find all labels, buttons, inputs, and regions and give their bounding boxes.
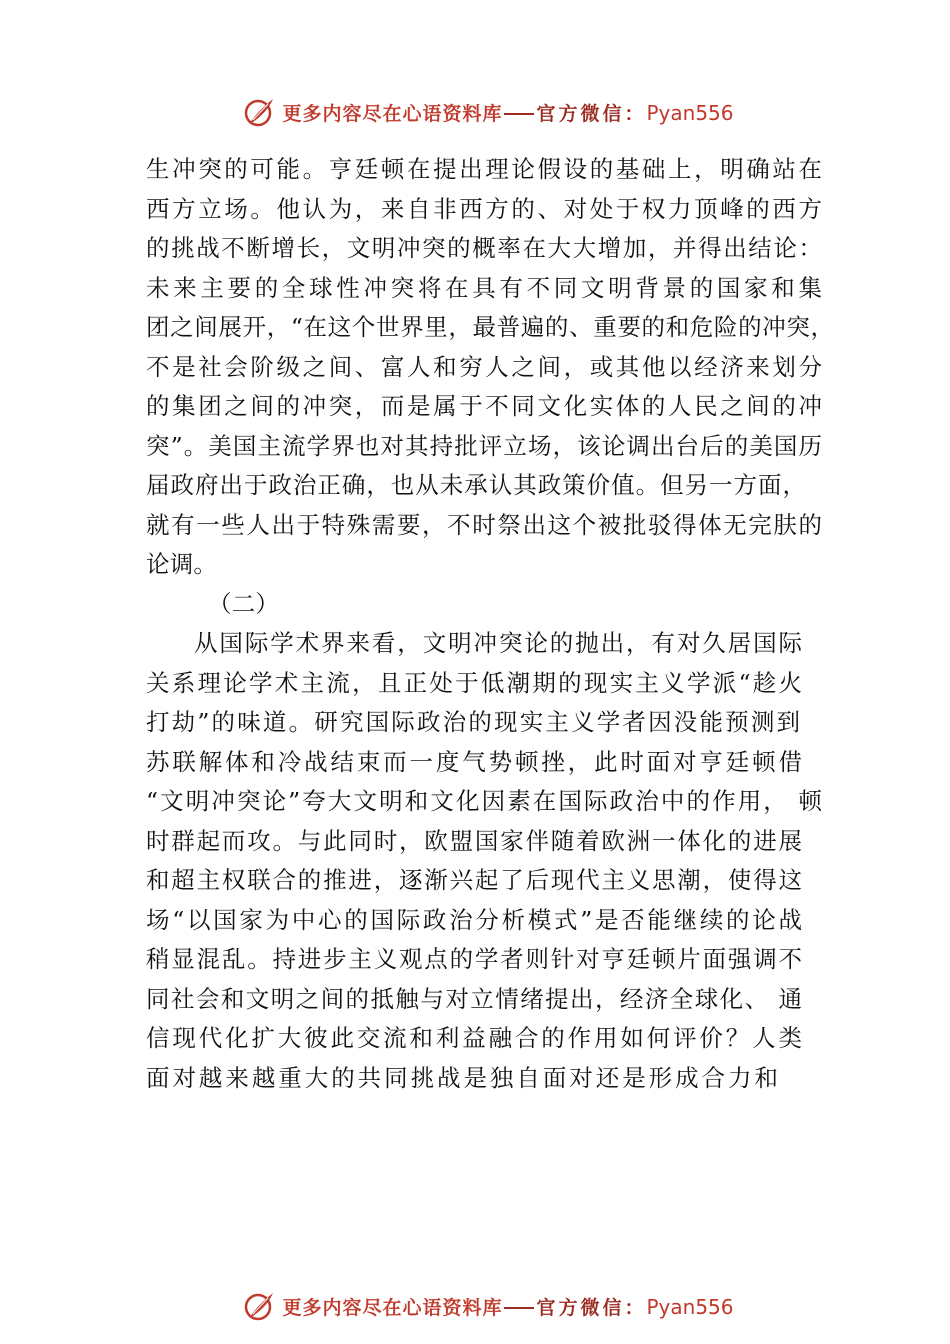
- section-heading: （二）: [208, 589, 280, 618]
- footer-banner-text: [282, 1293, 733, 1320]
- footer-banner-inner: [244, 1290, 733, 1322]
- document-body: [146, 150, 846, 1098]
- paragraph-1-line: 生冲突的可能。亨廷顿在提出理论假设的基础上，明确站在: [146, 155, 822, 183]
- footer-wechat-id: Pyan556: [646, 1294, 734, 1319]
- paragraph-2-line: 打劫”的味道。研究国际政治的现实主义学者因没能预测到: [146, 708, 800, 736]
- paragraph-1-line: 论调。: [146, 550, 218, 578]
- paragraph-2-line: 同社会和文明之间的抵触与对立情绪提出，经济全球化、 通: [146, 984, 802, 1013]
- quill-logo-icon: [244, 1290, 276, 1322]
- paragraph-1-line: 西方立场。他认为，来自非西方的、对处于权力顶峰的西方: [146, 194, 822, 223]
- paragraph-1-line: 就有一些人出于特殊需要，不时祭出这个被批驳得体无完肤的: [146, 510, 822, 539]
- header-banner-dash: [504, 113, 534, 115]
- paragraph-2-line: 面对越来越重大的共同挑战是独自面对还是形成合力和: [146, 1063, 778, 1092]
- header-banner-inner: [244, 96, 733, 128]
- paragraph-2-line: 从国际学术界来看，文明冲突论的抛出，有对久居国际: [194, 629, 802, 657]
- paragraph-1-line: 突”。美国主流学界也对其持批评立场，该论调出台后的美国历: [146, 431, 822, 460]
- paragraph-2-line: 稍显混乱。持进步主义观点的学者则针对亨廷顿片面强调不: [146, 945, 802, 973]
- paragraph-1-line: 不是社会阶级之间、富人和穷人之间，或其他以经济来划分: [146, 352, 822, 381]
- header-wechat-id: Pyan556: [646, 100, 734, 125]
- paragraph-2-line: 关系理论学术主流，且正处于低潮期的现实主义学派“趁火: [146, 668, 802, 697]
- paragraph-2-line: 苏联解体和冷战结束而一度气势顿挫，此时面对亨廷顿借: [146, 747, 802, 776]
- paragraph-1-line: 团之间展开，“在这个世界里，最普遍的、重要的和危险的冲突，: [146, 313, 834, 341]
- header-banner: [0, 92, 950, 132]
- footer-wechat-label: 官方微信：: [536, 1296, 647, 1319]
- paragraph-2-line: 和超主权联合的推进，逐渐兴起了后现代主义思潮，使得这: [146, 866, 802, 894]
- footer-banner: [0, 1286, 950, 1326]
- paragraph-2-line: “文明冲突论”夸大文明和文化因素在国际政治中的作用， 顿: [146, 787, 822, 815]
- paragraph-1-line: 的集团之间的冲突，而是属于不同文化实体的人民之间的冲: [146, 392, 822, 420]
- footer-banner-dash: [504, 1307, 534, 1309]
- footer-banner-title: 更多内容尽在心语资料库: [282, 1296, 503, 1319]
- quill-logo-icon: [244, 96, 276, 128]
- paragraph-2-line: 时群起而攻。与此同时，欧盟国家伴随着欧洲一体化的进展: [146, 826, 802, 855]
- paragraph-1-line: 届政府出于政治正确，也从未承认其政策价值。但另一方面，: [146, 471, 806, 499]
- paragraph-2-line: 信现代化扩大彼此交流和利益融合的作用如何评价？人类: [146, 1024, 802, 1052]
- header-banner-title: 更多内容尽在心语资料库: [282, 102, 503, 125]
- paragraph-2-line: 场“以国家为中心的国际政治分析模式”是否能继续的论战: [146, 905, 802, 934]
- header-wechat-label: 官方微信：: [536, 102, 647, 125]
- paragraph-1-line: 未来主要的全球性冲突将在具有不同文明背景的国家和集: [146, 273, 822, 302]
- header-banner-text: [282, 99, 733, 126]
- paragraph-1-line: 的挑战不断增长，文明冲突的概率在大大增加，并得出结论：: [146, 234, 822, 262]
